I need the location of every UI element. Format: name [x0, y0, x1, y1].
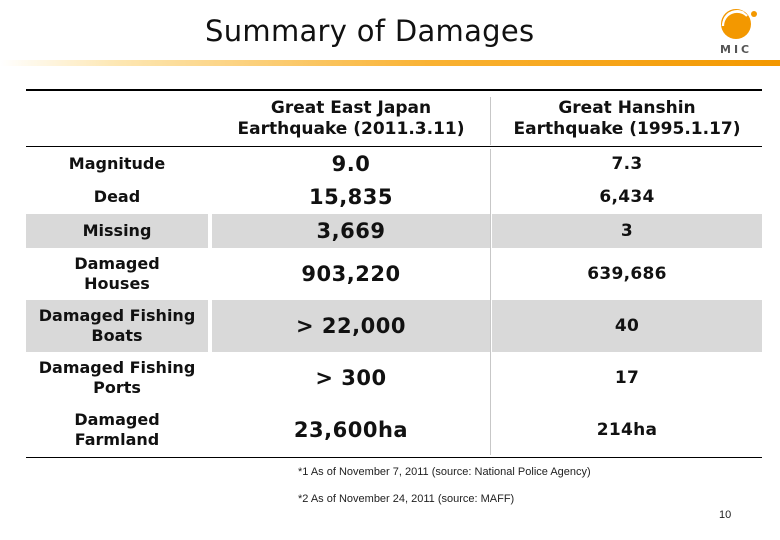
- footnote-1: *1 As of November 7, 2011 (source: National Police Agency): [298, 466, 591, 478]
- table-row-magnitude: [26, 147, 762, 180]
- east-japan-value: 15,835: [308, 185, 394, 209]
- row-label: Damaged Fishing Ports: [38, 358, 196, 397]
- east-japan-value: 3,669: [212, 214, 490, 248]
- east-japan-value: 23,600ha: [293, 418, 409, 442]
- hanshin-value: 639,686: [587, 264, 667, 284]
- table-row-missing: [26, 214, 762, 248]
- column-divider: [490, 97, 491, 145]
- row-label: Magnitude: [68, 153, 166, 173]
- title-underline: [0, 60, 780, 66]
- column-divider: [490, 149, 491, 455]
- column-header-line: Earthquake (1995.1.17): [513, 119, 741, 139]
- hanshin-value: 17: [614, 368, 640, 388]
- east-japan-value: 903,220: [301, 262, 401, 286]
- row-label: Damaged Fishing Boats: [26, 300, 208, 352]
- column-header-line: Great Hanshin: [558, 98, 696, 118]
- column-header-line: Great East Japan: [270, 98, 432, 118]
- hanshin-value: 3: [492, 214, 762, 248]
- row-label: Dead: [93, 187, 141, 206]
- table-row-damaged-fishing-ports: [26, 352, 762, 404]
- row-label: Damaged Houses: [74, 254, 160, 293]
- slide-title: Summary of Damages: [205, 14, 535, 48]
- table-row-damaged-farmland: [26, 404, 762, 456]
- logo-text: MIC: [720, 43, 753, 56]
- table-row-damaged-fishing-boats: [26, 300, 762, 352]
- row-label: Damaged Farmland: [74, 410, 160, 449]
- hanshin-value: 7.3: [611, 153, 643, 174]
- table-top-rule: [26, 89, 762, 91]
- table-bottom-rule: [26, 457, 762, 458]
- east-japan-value: > 300: [315, 366, 387, 390]
- east-japan-value: > 22,000: [212, 300, 490, 352]
- hanshin-value: 214ha: [596, 420, 658, 440]
- hanshin-value: 6,434: [599, 187, 655, 207]
- east-japan-value: 9.0: [331, 151, 371, 176]
- table-row-damaged-houses: [26, 248, 762, 300]
- column-header-hanshin: [492, 93, 762, 145]
- hanshin-value: 40: [492, 300, 762, 352]
- page-number: 10: [719, 509, 732, 521]
- footnote-2: *2 As of November 24, 2011 (source: MAFF): [298, 493, 515, 505]
- column-header-line: Earthquake (2011.3.11): [237, 119, 465, 139]
- column-header-east-japan: [212, 93, 490, 145]
- table-row-dead: [26, 180, 762, 214]
- row-label: Missing: [26, 214, 208, 248]
